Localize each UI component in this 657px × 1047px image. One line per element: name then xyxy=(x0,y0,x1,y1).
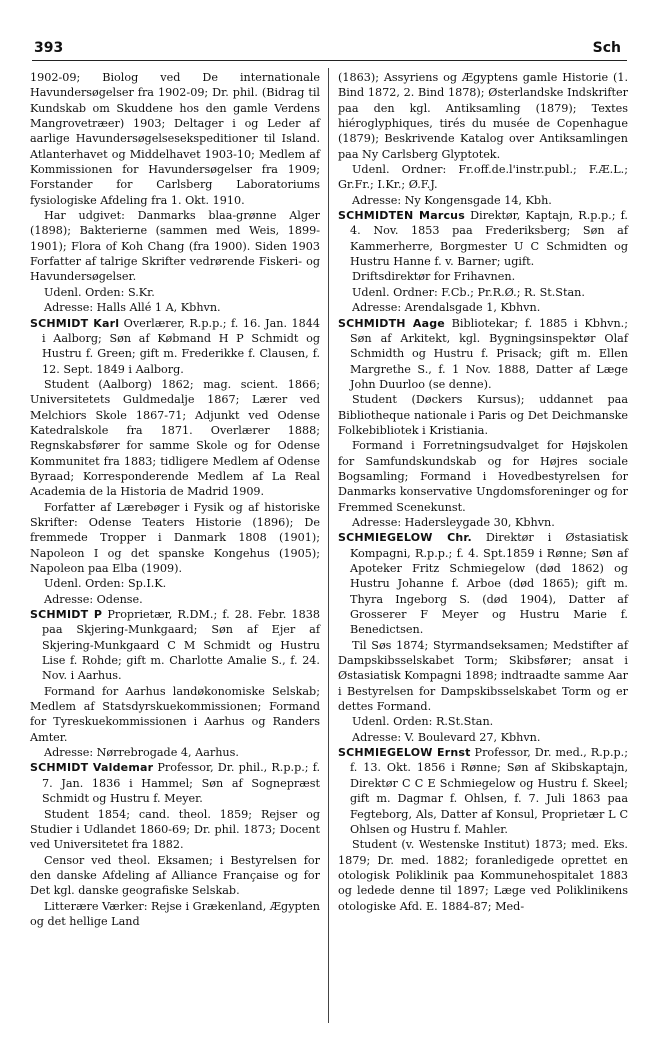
section-heading: Sch xyxy=(592,40,621,56)
entry-paragraph: Adresse: Odense. xyxy=(44,592,143,606)
entry-paragraph: Til Søs 1874; Styrmandseksamen; Medstifter af Dampskibsselskabet Torm; Skibsfører; ansat i Østasiatisk Kompagni 1898; indtraadte samme Aar i Bestyrelsen for Dampskibsselskabet Torm og er dettes Formand. xyxy=(338,638,628,714)
person-name: SCHMIDT P xyxy=(30,608,103,622)
entry-paragraph: Litterære Værker: Rejse i Grækenland, Ægypten og det hellige Land xyxy=(30,899,320,928)
entry-heading xyxy=(30,316,320,377)
entry-paragraph: Har udgivet: Danmarks blaa-grønne Alger (1898); Bakterierne (sammen med Weis, 1899-1901); Flora of Koh Chang (fra 1900). Siden 1903 Forfatter af talrige Skrifter vedrørende Fiskeri- og Havundersøgelser. xyxy=(30,209,320,284)
person-name: SCHMIDT Valdemar xyxy=(30,761,154,775)
entry-paragraph: Forfatter af Lærebøger i Fysik og af historiske Skrifter: Odense Teaters Historie (1896); De fremmede Tropper i Danmark 1808 (1901); Napoleon I og det spanske Kongehus (1905); Napoleon paa Elba (1909). xyxy=(30,500,320,575)
entry-paragraph: Udenl. Ordner: F.Cb.; Pr.R.Ø.; R. St.Stan. xyxy=(352,285,585,299)
entry-paragraph: Formand i Forretningsudvalget for Højskolen for Samfundskundskab og for Højres sociale Bogsamling; Formand i Hovedbestyrelsen for Danmarks konservative Ungdomsforeninger og for Fremmed Scenekunst. xyxy=(338,439,628,514)
entry-list xyxy=(338,70,628,914)
entry-paragraph: Adresse: Halls Allé 1 A, Kbhvn. xyxy=(44,301,221,315)
person-name: SCHMIDTH Aage xyxy=(338,316,445,330)
entry-continuation: (1863); Assyriens og Ægyptens gamle Historie (1. Bind 1872, 2. Bind 1878); Østerlandske Indskrifter paa den kgl. Antiksamling (1879); Textes hiéroglyphiques, tirés du musée de Copenhague (1879); Beskrivende Katalog over Antiksamlingen paa Ny Carlsberg Glyptotek. xyxy=(338,71,628,161)
entry-text: Bibliotekar; f. 1885 i Kbhvn.; Søn af Arkitekt, kgl. Bygningsinspektør Olaf Schmidth og Hustru f. Prisack; gift m. Ellen Margrethe S., f. 1 Nov. 1888, Datter af Læge John Duurloo (se denne). xyxy=(350,316,628,391)
entry-paragraph: Censor ved theol. Eksamen; i Bestyrelsen for den danske Afdeling af Alliance Française og for Det kgl. danske geografiske Selskab. xyxy=(30,853,320,898)
entry-paragraph: Udenl. Orden: R.St.Stan. xyxy=(352,715,494,729)
person-name: SCHMIDT Karl xyxy=(30,316,120,330)
entry-text: Professor, Dr. med., R.p.p.; f. 13. Okt. 1856 i Rønne; Søn af Skibskaptajn, Direktør C C E Schmiegelow og Hustru f. Skeel; gift m. Dagmar f. Ohlsen, f. 7. Juli 1863 paa Fegteborg, Als, Datter af Konsul, Proprietær L C Ohlsen og Hustru f. Mahler. xyxy=(350,746,628,836)
entry-paragraph: Adresse: Arendalsgade 1, Kbhvn. xyxy=(352,301,541,315)
page-number: 393 xyxy=(34,40,64,56)
entry-continuation: 1902-09; Biolog ved De internationale Havundersøgelser fra 1902-09; Dr. phil. (Bidrag til Kundskab om Skuddene hos den gamle Verdens Mangrovetræer) 1903; Deltager i og Leder af aarlige Havundersøgelsesekspeditioner til Island. Atlanterhavet og Middelhavet 1903-10; Medlem af Kommissionen for Havundersøgelser fra 1909; Forstander for Carlsberg Laboratoriums fysiologiske Afdeling fra 1. Okt. 1910. xyxy=(30,71,320,207)
entry-text: Overlærer, R.p.p.; f. 16. Jan. 1844 i Aalborg; Søn af Købmand H P Schmidt og Hustru f. Green; gift m. Frederikke f. Clausen, f. 12. Sept. 1849 i Aalborg. xyxy=(42,316,320,376)
entry-heading xyxy=(30,760,320,806)
entry-text: Direktør i Østasiatisk Kompagni, R.p.p.; f. 4. Spt.1859 i Rønne; Søn af Apoteker Fritz Schmiegelow (død 1862) og Hustru Johanne f. Arboe (død 1865); gift m. Thyra Ingeborg S. (død 1904), Datter af Grosserer F Meyer og Hustru Marie f. Benedictsen. xyxy=(350,531,628,637)
page-header xyxy=(32,36,627,61)
person-name: SCHMIEGELOW Ernst xyxy=(338,746,471,760)
entry-paragraph: Student 1854; cand. theol. 1859; Rejser og Studier i Udlandet 1860-69; Dr. phil. 1873; Docent ved Universitetet fra 1882. xyxy=(30,807,320,852)
entry-paragraph: Driftsdirektør for Frihavnen. xyxy=(352,270,516,284)
entry-paragraph: Adresse: Nørrebrogade 4, Aarhus. xyxy=(44,746,239,760)
entry-paragraph: Student (Aalborg) 1862; mag. scient. 1866; Universitetets Guldmedalje 1867; Lærer ved Melchiors Skole 1867-71; Adjunkt ved Odense Katedralskole fra 1871. Overlærer 1888; Regnskabsfører for samme Skole og for Odense Kommunitet fra 1883; tidligere Medlem af Odense Byraad; Korresponderende Medlem af La Real Academia de la Historia de Madrid 1909. xyxy=(30,377,320,499)
entry-paragraph: Adresse: Ny Kongensgade 14, Kbh. xyxy=(352,193,552,207)
entry-list xyxy=(30,70,320,929)
entry-text: Professor, Dr. phil., R.p.p.; f. 7. Jan. 1836 i Hammel; Søn af Sognepræst Schmidt og Hustru f. Meyer. xyxy=(42,761,320,806)
left-column xyxy=(30,70,320,929)
entry-heading xyxy=(338,745,628,837)
entry-heading xyxy=(338,530,628,637)
entry-heading xyxy=(30,607,320,684)
right-column xyxy=(338,70,628,914)
person-name: SCHMIEGELOW Chr. xyxy=(338,531,472,545)
entry-paragraph: Formand for Aarhus landøkonomiske Selskab; Medlem af Statsdyrskuekommissionen; Formand for Tyreskuekommissionen i Aarhus og Randers Amter. xyxy=(30,684,320,744)
entry-paragraph: Udenl. Ordner: Fr.off.de.l'instr.publ.; F.Æ.L.; Gr.Fr.; I.Kr.; Ø.F.J. xyxy=(338,163,628,192)
entry-paragraph: Student (Døckers Kursus); uddannet paa Bibliotheque nationale i Paris og Det Deichmanske Folkebibliotek i Kristiania. xyxy=(338,393,628,437)
entry-paragraph: Adresse: Hadersleygade 30, Kbhvn. xyxy=(352,515,555,529)
entry-text: Direktør, Kaptajn, R.p.p.; f. 4. Nov. 1853 paa Frederiksberg; Søn af Kammerherre, Borgmester U C Schmidten og Hustru Hanne f. v. Barner; ugift. xyxy=(350,209,628,269)
column-divider xyxy=(328,68,329,1023)
entry-paragraph: Adresse: V. Boulevard 27, Kbhvn. xyxy=(352,730,541,744)
entry-paragraph: Udenl. Orden: S.Kr. xyxy=(44,285,155,299)
entry-heading xyxy=(338,208,628,269)
entry-paragraph: Udenl. Orden: Sp.I.K. xyxy=(44,577,167,591)
entry-heading xyxy=(338,316,628,393)
entry-text: Proprietær, R.DM.; f. 28. Febr. 1838 paa Skjering-Munkgaard; Søn af Ejer af Skjering-Munkgaard C M Schmidt og Hustru Lise f. Rohde; gift m. Charlotte Amalie S., f. 24. Nov. i Aarhus. xyxy=(42,608,320,683)
entry-paragraph: Student (v. Westenske Institut) 1873; med. Eks. 1879; Dr. med. 1882; foranledigede oprettet en otologisk Poliklinik paa Kommunehospitalet 1883 og ledede denne til 1897; Læge ved Poliklinikens otologiske Afd. E. 1884-87; Med- xyxy=(338,838,628,913)
person-name: SCHMIDTEN Marcus xyxy=(338,209,465,223)
